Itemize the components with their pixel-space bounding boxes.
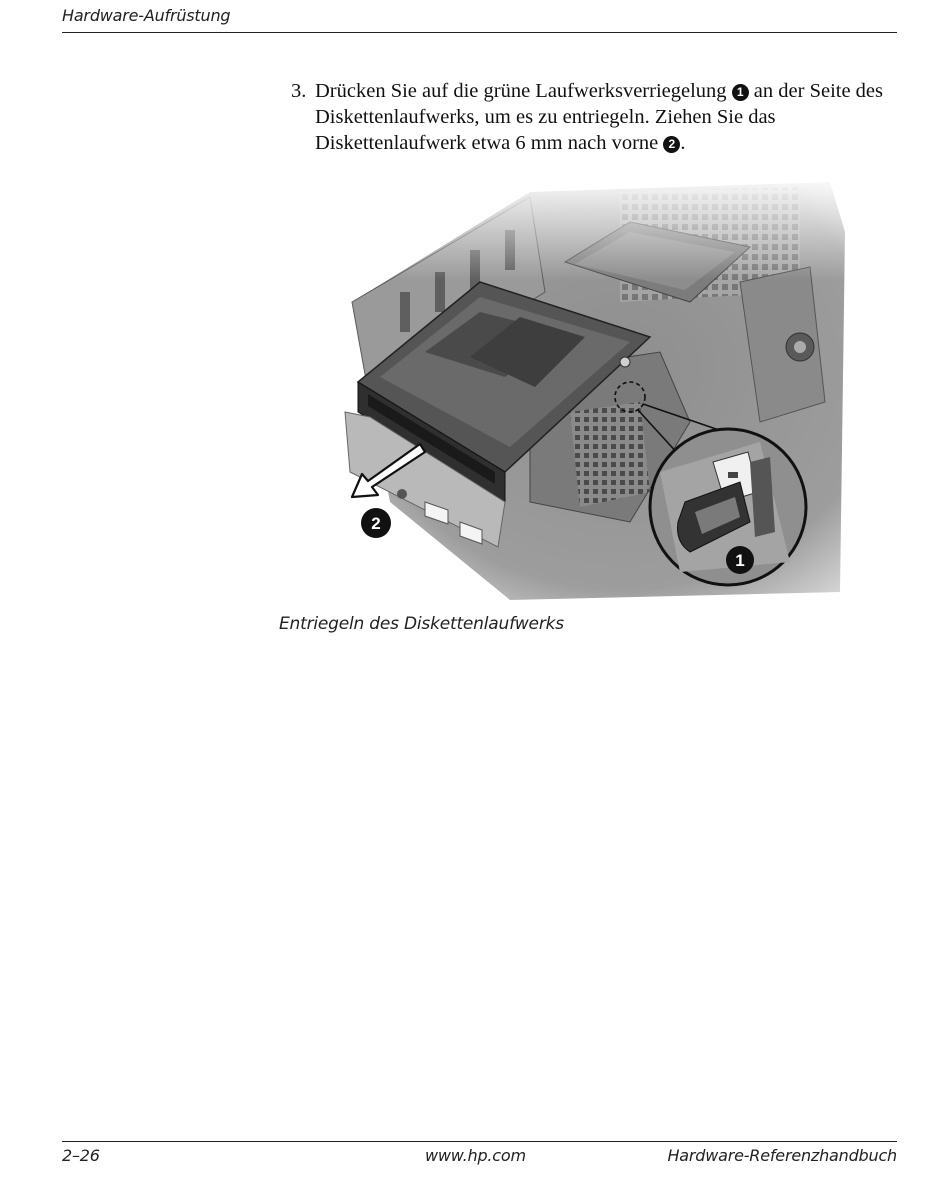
book-title: Hardware-Referenzhandbuch <box>667 1146 897 1165</box>
footer-url: www.hp.com <box>425 1146 526 1165</box>
step-text-part1: Drücken Sie auf die grüne Laufwerksverriegelung <box>315 80 727 102</box>
diskette-drive-illustration <box>330 172 850 604</box>
running-header: Hardware-Aufrüstung <box>62 6 231 25</box>
figure-caption: Entriegeln des Diskettenlaufwerks <box>279 614 564 634</box>
step-text-part2: an der Seite des Diskettenlaufwerks, um es zu entriegeln. Ziehen Sie das Diskettenlaufwerk etwa 6 mm nach vorne <box>315 80 884 154</box>
footer-rule <box>62 1141 897 1142</box>
callout-1-marker: 1 <box>732 84 749 101</box>
header-rule <box>62 32 897 33</box>
step-number: 3. <box>291 80 307 102</box>
page-number: 2–26 <box>62 1146 100 1165</box>
callout-2-marker: 2 <box>663 136 680 153</box>
step-text-part3: . <box>680 132 686 154</box>
step-text <box>315 78 885 156</box>
